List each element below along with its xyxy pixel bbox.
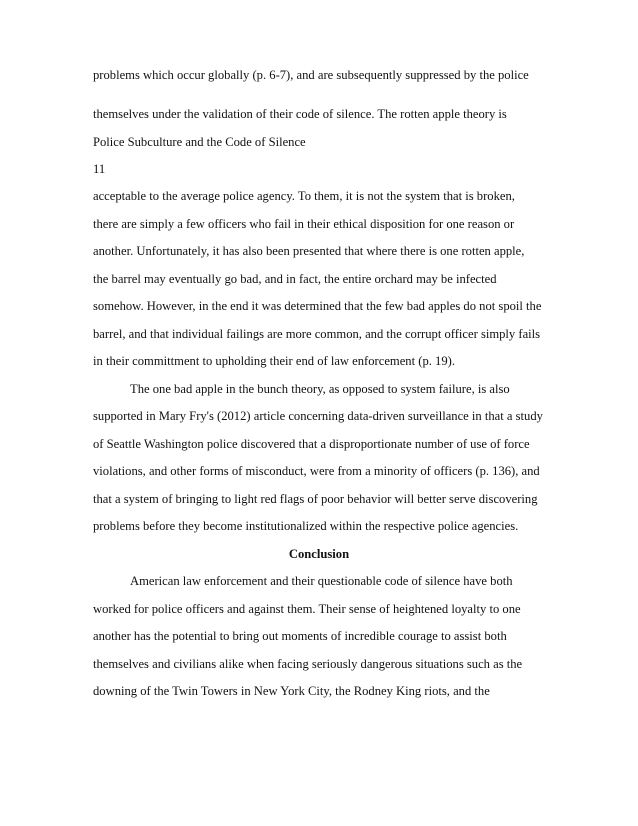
text-line: that a system of bringing to light red flags of poor behavior will better serve discovering: [93, 492, 538, 506]
text-line: somehow. However, in the end it was determined that the few bad apples do not spoil the: [93, 299, 542, 313]
text-line: problems before they become institutionalized within the respective police agencies.: [93, 519, 519, 533]
text-line: barrel, and that individual failings are more common, and the corrupt officer simply fails: [93, 327, 541, 341]
text-line: downing of the Twin Towers in New York City, the Rodney King riots, and the: [93, 684, 490, 698]
text-line: violations, and other forms of misconduct, were from a minority of officers (p. 136), and: [93, 464, 540, 478]
text-line: in their committment to upholding their end of law enforcement (p. 19).: [93, 354, 455, 368]
text-line: American law enforcement and their questionable code of silence have both: [130, 574, 513, 588]
text-line: another has the potential to bring out moments of incredible courage to assist both: [93, 629, 507, 643]
running-header: Police Subculture and the Code of Silence: [93, 135, 306, 149]
text-line: themselves and civilians alike when facing seriously dangerous situations such as the: [93, 657, 523, 671]
text-line: supported in Mary Fry's (2012) article concerning data-driven surveillance in that a study: [93, 409, 543, 423]
text-line: of Seattle Washington police discovered that a disproportionate number of use of force: [93, 437, 530, 451]
text-line: acceptable to the average police agency. To them, it is not the system that is broken,: [93, 189, 515, 203]
text-line: The one bad apple in the bunch theory, as opposed to system failure, is also: [130, 382, 510, 396]
text-line: another. Unfortunately, it has also been presented that where there is one rotten apple,: [93, 244, 525, 258]
page-number: 11: [93, 162, 106, 176]
text-line: themselves under the validation of their code of silence. The rotten apple theory is: [93, 107, 507, 121]
section-heading: Conclusion: [288, 547, 350, 561]
text-line: worked for police officers and against them. Their sense of heightened loyalty to one: [93, 602, 521, 616]
text-line: problems which occur globally (p. 6-7), and are subsequently suppressed by the police: [93, 68, 529, 82]
text-line: there are simply a few officers who fail in their ethical disposition for one reason or: [93, 217, 515, 231]
text-line: the barrel may eventually go bad, and in fact, the entire orchard may be infected: [93, 272, 497, 286]
